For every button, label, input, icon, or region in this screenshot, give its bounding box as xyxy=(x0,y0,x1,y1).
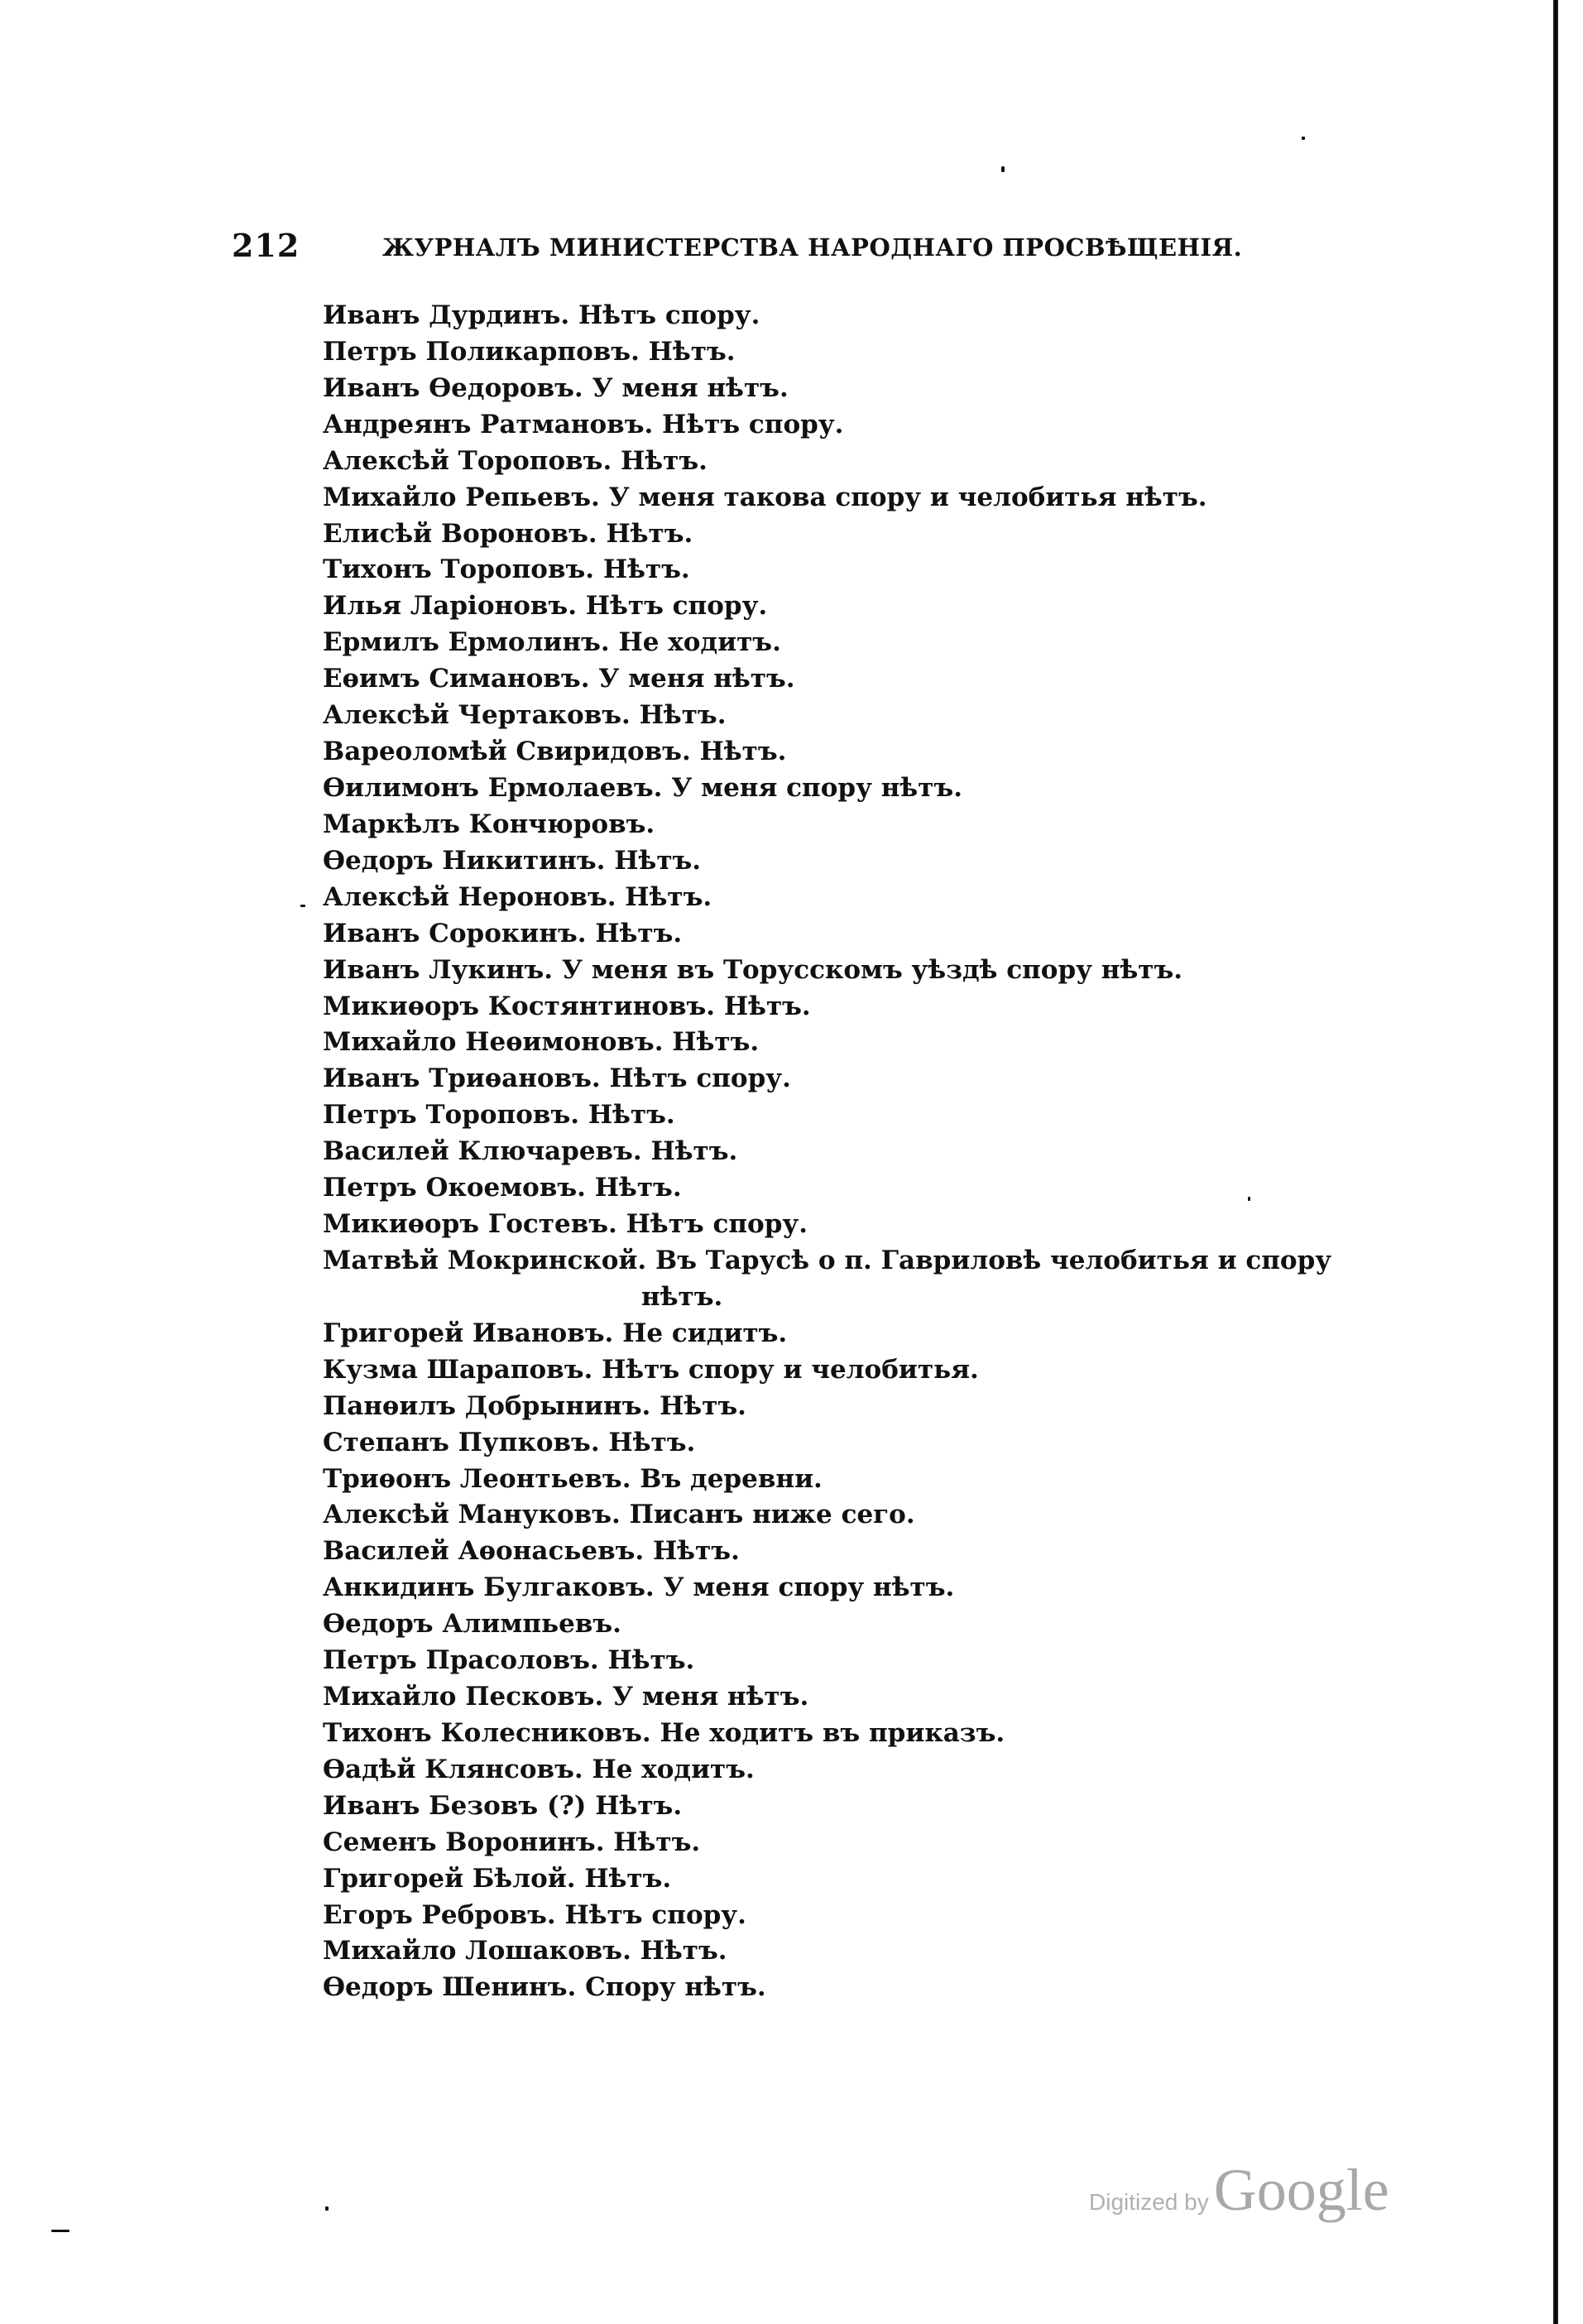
entry-line: Иванъ Лукинъ. У меня въ Торусскомъ уѣздѣ спору нѣтъ. xyxy=(323,954,1183,985)
entry-line: Григорей Ивановъ. Не сидитъ. xyxy=(323,1318,788,1348)
entry-line: Иванъ Ѳедоровъ. У меня нѣтъ. xyxy=(323,372,789,403)
entry-line: Михайло Неѳимоновъ. Нѣтъ. xyxy=(323,1027,760,1058)
entry-line: Маркѣлъ Кончюровъ. xyxy=(323,809,655,839)
entry-line: Анкидинъ Булгаковъ. У меня спору нѣтъ. xyxy=(323,1573,955,1603)
entry-line: Иванъ Дурдинъ. Нѣтъ спору. xyxy=(323,300,760,330)
entry-line: Ѳадѣй Клянсовъ. Не ходитъ. xyxy=(323,1754,755,1784)
entry-line: Григорей Бѣлой. Нѣтъ. xyxy=(323,1863,672,1894)
entry-line: Илья Ларіоновъ. Нѣтъ спору. xyxy=(323,591,768,622)
entry-line: Ѳедоръ Шенинъ. Спору нѣтъ. xyxy=(323,1972,766,2003)
entry-line: Алексѣй Тороповъ. Нѣтъ. xyxy=(323,445,708,476)
entry-line: Микиѳоръ Костянтиновъ. Нѣтъ. xyxy=(323,991,811,1021)
entry-line: Петръ Прасоловъ. Нѣтъ. xyxy=(323,1645,695,1676)
entry-line: Триѳонъ Леонтьевъ. Въ деревни. xyxy=(323,1463,823,1494)
entry-line: Алексѣй Нероновъ. Нѣтъ. xyxy=(323,881,712,912)
entry-line: Степанъ Пупковъ. Нѣтъ. xyxy=(323,1427,696,1457)
running-title: ЖУРНАЛЪ МИНИСТЕРСТВА НАРОДНАГО ПРОСВѢЩЕНІЯ. xyxy=(382,233,1243,262)
entry-line: Петръ Поликарповъ. Нѣтъ. xyxy=(323,336,736,367)
entry-line: Еѳимъ Симановъ. У меня нѣтъ. xyxy=(323,664,795,694)
digitized-watermark xyxy=(1089,2156,1389,2225)
entry-line: Микиѳоръ Гостевъ. Нѣтъ спору. xyxy=(323,1209,808,1240)
entry-line: Ѳилимонъ Ермолаевъ. У меня спору нѣтъ. xyxy=(323,772,963,803)
entry-line: Вареоломѣй Свиридовъ. Нѣтъ. xyxy=(323,737,787,767)
entry-line: Михайло Репьевъ. У меня такова спору и челобитья нѣтъ. xyxy=(323,482,1207,512)
entry-line: Василей Ключаревъ. Нѣтъ. xyxy=(323,1136,738,1167)
scan-speck xyxy=(51,2230,70,2232)
entry-line: Ѳедоръ Алимпьевъ. xyxy=(323,1609,621,1640)
entry-line: Иванъ Сорокинъ. Нѣтъ. xyxy=(323,918,683,948)
entry-line: Петръ Тороповъ. Нѣтъ. xyxy=(323,1100,675,1131)
entry-line: Тихонъ Колесниковъ. Не ходитъ въ приказъ. xyxy=(323,1717,1005,1748)
scan-speck xyxy=(1001,166,1005,172)
entry-line: Петръ Окоемовъ. Нѣтъ. xyxy=(323,1173,682,1203)
entry-line: Егоръ Ребровъ. Нѣтъ спору. xyxy=(323,1899,746,1930)
scan-speck xyxy=(300,905,305,907)
page-number: 212 xyxy=(232,227,300,264)
entry-line: Михайло Песковъ. У меня нѣтъ. xyxy=(323,1682,809,1712)
entry-line: Алексѣй Мануковъ. Писанъ ниже сего. xyxy=(323,1500,915,1530)
entry-list xyxy=(323,298,1349,2006)
entry-line: Иванъ Безовъ (?) Нѣтъ. xyxy=(323,1790,683,1821)
google-logo: Google xyxy=(1213,2157,1389,2223)
scan-speck xyxy=(325,2206,329,2211)
entry-line: Василей Аѳонасьевъ. Нѣтъ. xyxy=(323,1536,740,1567)
entry-line: Андреянъ Ратмановъ. Нѣтъ спору. xyxy=(323,409,844,439)
entry-line: Ермилъ Ермолинъ. Не ходитъ. xyxy=(323,627,781,658)
watermark-prefix: Digitized by xyxy=(1089,2189,1209,2215)
entry-line: Тихонъ Тороповъ. Нѣтъ. xyxy=(323,555,690,585)
entry-line: Семенъ Воронинъ. Нѣтъ. xyxy=(323,1827,701,1857)
entry-line: Елисѣй Вороновъ. Нѣтъ. xyxy=(323,518,693,549)
entry-line: Панѳилъ Добрынинъ. Нѣтъ. xyxy=(323,1390,746,1421)
entry-line: Кузма Шараповъ. Нѣтъ спору и челобитья. xyxy=(323,1354,979,1385)
entry-line: Иванъ Триѳановъ. Нѣтъ спору. xyxy=(323,1064,791,1094)
entry-line: Ѳедоръ Никитинъ. Нѣтъ. xyxy=(323,845,702,876)
entry-line-continuation: нѣтъ. xyxy=(641,1281,723,1312)
entry-line: Матвѣй Мокринской. Въ Тарусѣ о п. Гавриловѣ челобитья и спору xyxy=(323,1245,1332,1275)
entry-line: Михайло Лошаковъ. Нѣтъ. xyxy=(323,1936,727,1966)
scan-edge xyxy=(1553,0,1558,2324)
entry-line: Алексѣй Чертаковъ. Нѣтъ. xyxy=(323,700,727,731)
scan-speck xyxy=(1302,137,1305,140)
